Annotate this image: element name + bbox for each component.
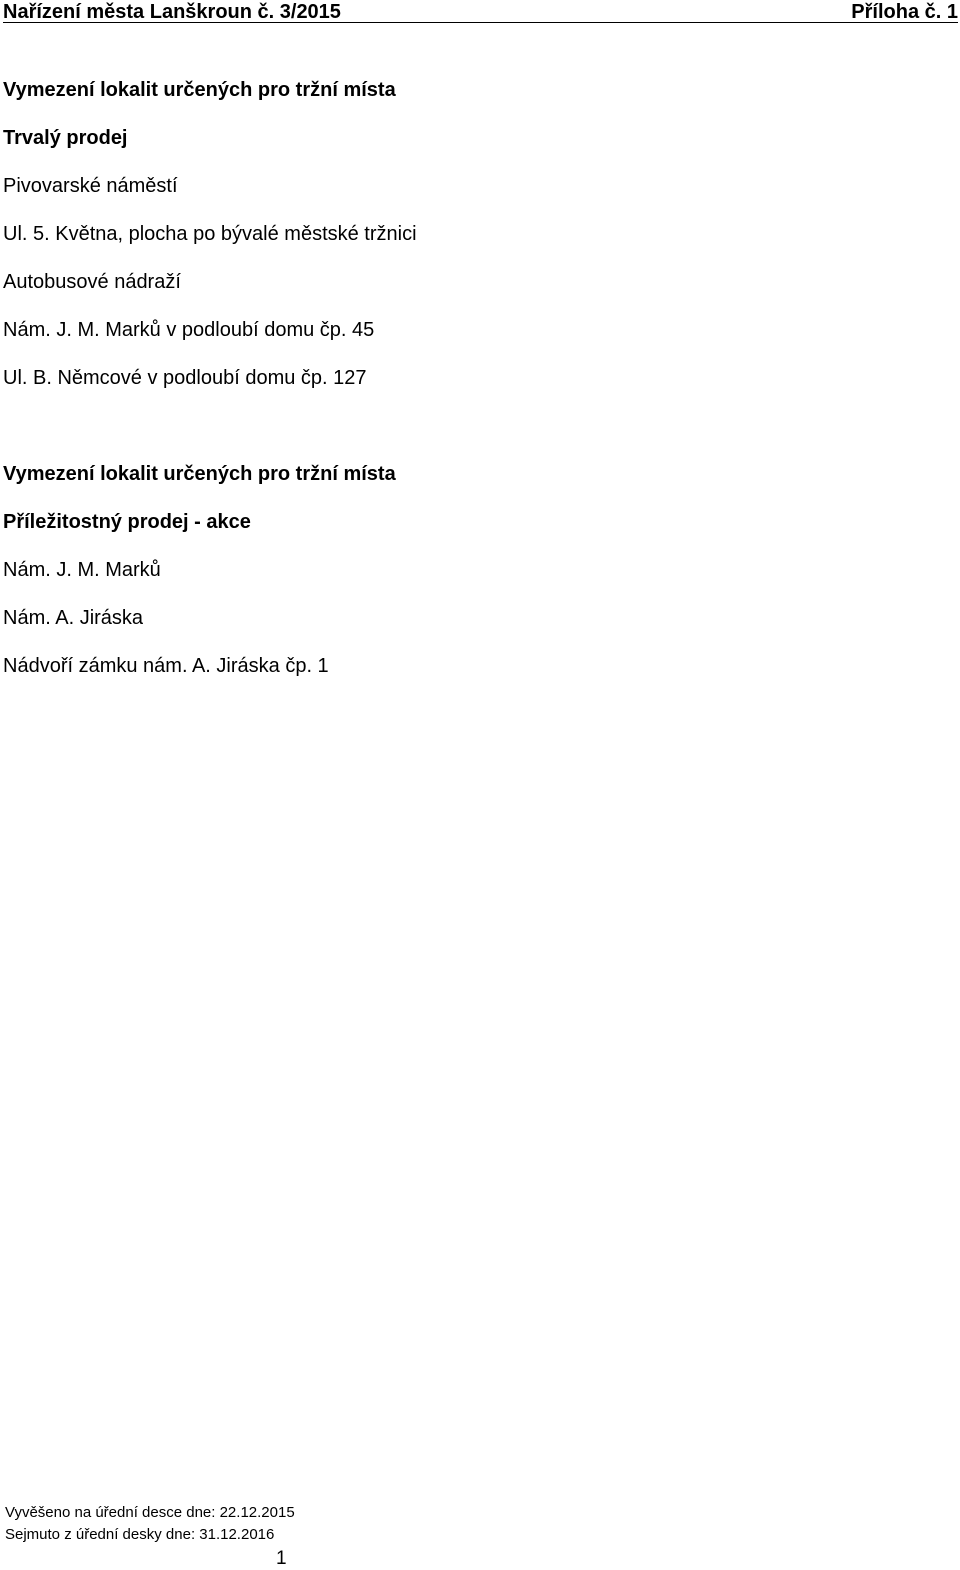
- location-item: Nám. J. M. Marků: [3, 559, 161, 581]
- location-item: Nám. A. Jiráska: [3, 607, 144, 629]
- removed-date: Sejmuto z úřední desky dne: 31.12.2016: [5, 1526, 275, 1543]
- location-item: Nám. J. M. Marků v podloubí domu čp. 45: [3, 319, 375, 341]
- posting-info: [5, 1502, 295, 1546]
- location-item: Pivovarské náměstí: [3, 175, 178, 197]
- annex-label: Příloha č. 1: [851, 1, 958, 23]
- location-item: Autobusové nádraží: [3, 271, 181, 293]
- section-heading: Vymezení lokalit určených pro tržní místa: [3, 463, 396, 485]
- posted-date: Vyvěšeno na úřední desce dne: 22.12.2015: [5, 1504, 295, 1521]
- section-occasional-sale: [3, 462, 943, 702]
- section-subheading: Příležitostný prodej - akce: [3, 511, 251, 533]
- document-header: [3, 0, 958, 23]
- location-item: Ul. 5. Května, plocha po bývalé městské tržnici: [3, 223, 417, 245]
- section-heading: Vymezení lokalit určených pro tržní místa: [3, 79, 396, 101]
- section-permanent-sale: [3, 78, 943, 414]
- location-item: Nádvoří zámku nám. A. Jiráska čp. 1: [3, 655, 329, 677]
- location-item: Ul. B. Němcové v podloubí domu čp. 127: [3, 367, 367, 389]
- page-number: 1: [276, 1548, 287, 1569]
- section-subheading: Trvalý prodej: [3, 127, 128, 149]
- regulation-title: Nařízení města Lanškroun č. 3/2015: [3, 1, 341, 23]
